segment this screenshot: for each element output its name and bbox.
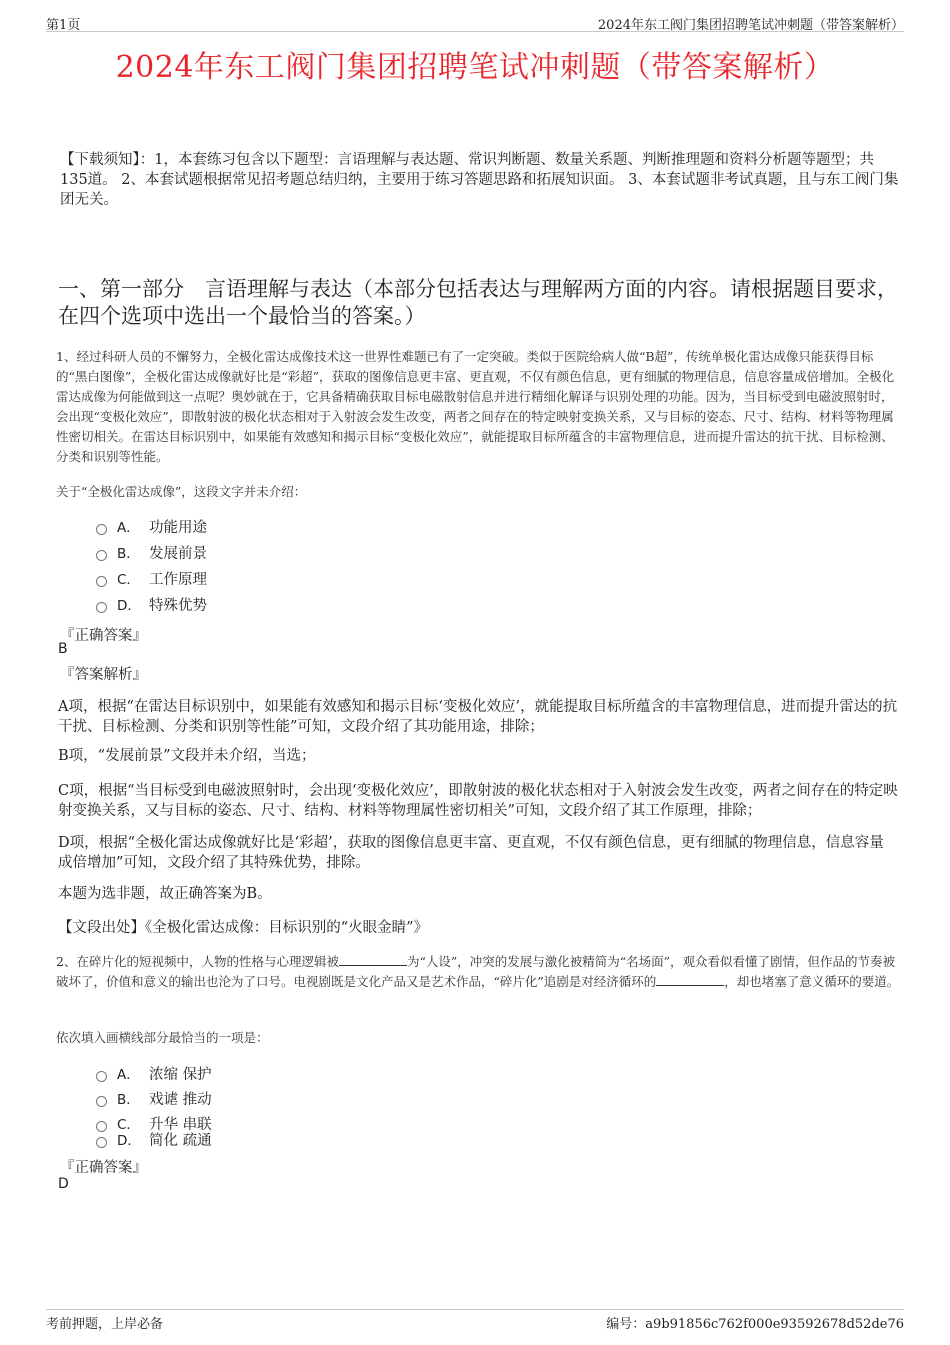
option-text: 功能用途 [149, 519, 207, 536]
q1-option-c[interactable] [96, 568, 207, 588]
q1-conclusion: 本题为选非题，故正确答案为B。 [58, 886, 272, 902]
option-letter: C． [117, 1117, 140, 1133]
footer-divider [46, 1309, 904, 1310]
option-letter: A． [117, 520, 140, 536]
radio-icon[interactable] [96, 576, 107, 587]
option-text: 浓缩 保护 [149, 1066, 212, 1083]
radio-icon[interactable] [96, 550, 107, 561]
question-1-prompt: 关于“全极化雷达成像”，这段文字并未介绍： [56, 484, 307, 499]
q1-option-b[interactable] [96, 542, 207, 562]
q2-option-b[interactable] [96, 1088, 212, 1108]
option-text: 工作原理 [149, 571, 207, 588]
footer-slogan: 考前押题，上岸必备 [46, 1317, 164, 1332]
q1-option-a[interactable] [96, 516, 207, 536]
page-title: 2024年东工阀门集团招聘笔试冲刺题（带答案解析） [115, 50, 835, 85]
radio-icon[interactable] [96, 1071, 107, 1082]
option-letter: B． [117, 1092, 140, 1108]
q1-option-d[interactable] [96, 594, 207, 614]
q2-option-d[interactable] [96, 1129, 212, 1149]
header-divider [46, 31, 904, 32]
q1-source: 【文段出处】《全极化雷达成像：目标识别的“火眼金睛”》 [58, 920, 429, 936]
fill-blank-2 [656, 973, 724, 986]
option-letter: A． [117, 1067, 140, 1083]
q2-answer: D [58, 1176, 69, 1192]
q1-answer: B [58, 641, 68, 657]
q1-analysis-a: A项，根据“在雷达目标识别中，如果能有效感知和揭示目标‘变极化效应’，就能提取目标所蕴含的丰富物理信息，进而提升雷达的抗干扰、目标检测、分类和识别等性能”可知，文段介绍了其功能用途，排除； [58, 699, 898, 735]
q1-analysis-c: C项，根据“当目标受到电磁波照射时，会出现‘变极化效应’，即散射波的极化状态相对于入射波会发生改变，两者之间存在的特定映射变换关系，又与目标的姿态、尺寸、结构、材料等物理属性密切相关”可知，文段介绍了其工作原理，排除； [58, 783, 898, 819]
section-heading: 一、第一部分 言语理解与表达（本部分包括表达与理解两方面的内容。请根据题目要求，在四个选项中选出一个最恰当的答案。） [58, 277, 898, 328]
option-text: 简化 疏通 [149, 1132, 212, 1149]
question-2-prompt: 依次填入画横线部分最恰当的一项是： [56, 1030, 269, 1045]
option-text: 升华 串联 [149, 1116, 212, 1133]
fill-blank-1 [339, 953, 407, 966]
radio-icon[interactable] [96, 524, 107, 535]
radio-icon[interactable] [96, 602, 107, 613]
page-number: 第1页 [46, 18, 81, 33]
option-text: 特殊优势 [149, 597, 207, 614]
q2-stem-part-1: 2、在碎片化的短视频中，人物的性格与心理逻辑被 [56, 954, 339, 969]
q2-option-a[interactable] [96, 1063, 212, 1083]
q1-answer-label: 『正确答案』 [60, 628, 147, 644]
radio-icon[interactable] [96, 1096, 107, 1107]
option-letter: D． [117, 1133, 141, 1149]
footer-doc-id: 编号：a9b91856c762f000e93592678d52de76 [606, 1317, 904, 1332]
question-2-stem [56, 952, 902, 992]
header-doc-title: 2024年东工阀门集团招聘笔试冲刺题（带答案解析） [597, 18, 904, 33]
option-letter: C． [117, 572, 140, 588]
option-text: 发展前景 [149, 545, 207, 562]
q1-analysis-label: 『答案解析』 [60, 667, 147, 683]
q2-stem-part-2: 为“人设”，冲突的发展与激化被精简为“名场面”，观众看似看懂了剧情，但作品的节奏被破坏了，价值和意义的输出也沦为了口号。电视剧既是文化产品又是艺术作品，“碎片化”追剧是对经济循环的 [56, 954, 896, 989]
option-letter: B． [117, 546, 140, 562]
q2-answer-label: 『正确答案』 [60, 1160, 147, 1176]
q2-stem-part-3: ，却也堵塞了意义循环的要道。 [724, 974, 900, 989]
q1-analysis-d: D项，根据“全极化雷达成像就好比是‘彩超’，获取的图像信息更丰富、更直观，不仅有颜色信息，更有细腻的物理信息，信息容量成倍增加”可知，文段介绍了其特殊优势，排除。 [58, 835, 884, 871]
radio-icon[interactable] [96, 1137, 107, 1148]
option-letter: D． [117, 598, 141, 614]
option-text: 戏谑 推动 [149, 1091, 212, 1108]
download-notice: 【下载须知】：1，本套练习包含以下题型：言语理解与表达题、常识判断题、数量关系题、判断推理题和资料分析题等题型；共135道。 2、本套试题根据常见招考题总结归纳，主要用于练习答题思路和拓展知识面。 3、本套试题非考试真题，且与东工阀门集团无关。 [60, 152, 899, 208]
q1-analysis-b: B项，“发展前景”文段并未介绍，当选； [58, 748, 316, 764]
question-1-stem: 1、经过科研人员的不懈努力，全极化雷达成像技术这一世界性难题已有了一定突破。类似于医院给病人做“B超”，传统单极化雷达成像只能获得目标的“黑白图像”，全极化雷达成像就好比是“彩超”，获取的图像信息更丰富、更直观，不仅有颜色信息，更有细腻的物理信息，信息容量成倍增加。全极化雷达成像为何能做到这一点呢？奥妙就在于，它具备精确获取目标电磁散射信息并进行精细化解译与识别处理的功能。因为，当目标受到电磁波照射时，会出现“变极化效应”，即散射波的极化状态相对于入射波会发生改变，两者之间存在的特定映射变换关系，又与目标的姿态、尺寸、结构、材料等物理属性密切相关。在雷达目标识别中，如果能有效感知和揭示目标“变极化效应”，就能提取目标所蕴含的丰富物理信息，进而提升雷达的抗干扰、目标检测、分类和识别等性能。 [56, 349, 895, 464]
